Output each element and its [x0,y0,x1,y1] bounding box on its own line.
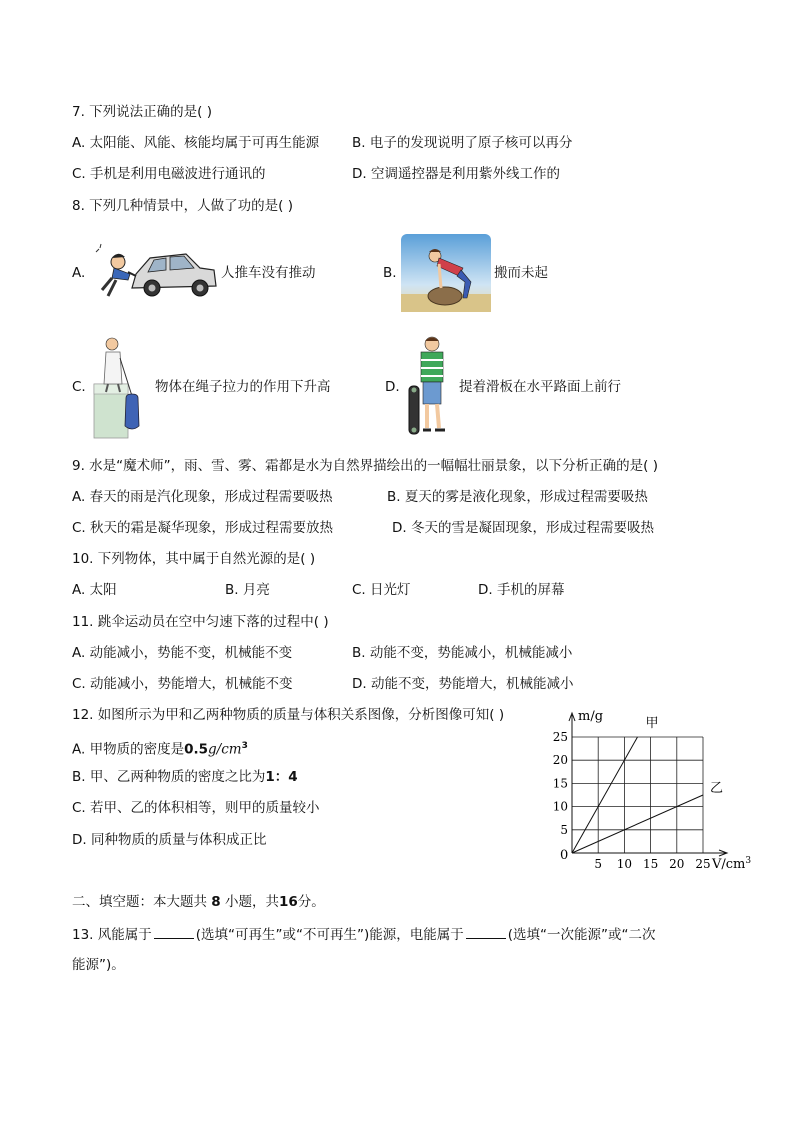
q12-option-a-unit: g/cm [208,741,242,758]
q9-option-a: A. 春天的雨是汽化现象，形成过程需要吸热 [72,489,333,505]
q7-option-d: D. 空调遥控器是利用紫外线工作的 [352,166,560,182]
chart-series-line-1 [572,737,638,853]
chart-origin-label: 0 [560,848,569,863]
q12-option-b [72,767,298,787]
section-2-title-mid: 小题，共 [225,894,279,910]
q12-option-b-ratio: 1：4 [265,769,298,785]
chart-y-tick-label: 15 [552,776,568,791]
chart-series-label-2: 乙 [710,781,724,796]
q8-option-c-letter: C. [72,379,86,395]
q9-option-c: C. 秋天的霜是凝华现象，形成过程需要放热 [72,520,334,536]
q11-option-a: A. 动能减小，势能不变，机械能不变 [72,645,293,661]
chart-x-axis-label [711,856,751,872]
chart-x-tick-label: 15 [642,857,659,871]
q12-stem: 12. 如图所示为甲和乙两种物质的质量与体积关系图像，分析图像可知( ) [72,707,505,723]
q12-option-a [72,736,248,760]
q9-option-d: D. 冬天的雪是凝固现象，形成过程需要吸热 [392,520,654,536]
q7-option-c: C. 手机是利用电磁波进行通讯的 [72,166,266,182]
q13-text-c: (选填“一次能源”或“二次 [507,927,656,943]
q8-option-c-text: 物体在绳子拉力的作用下升高 [155,379,331,395]
q7-option-a: A. 太阳能、风能、核能均属于可再生能源 [72,135,320,151]
q12-option-a-exp: 3 [241,741,248,751]
chart-x-tick-label: 20 [669,857,685,871]
section-2-score: 16 [279,894,298,910]
skateboard-walk-illustration [405,334,457,440]
section-2-title-pre: 二、填空题：本大题共 [72,894,207,910]
q8-option-b-text: 搬而未起 [494,265,548,281]
chart-x-axis-label-sup: 3 [745,856,752,866]
q8-option-a-text: 人推车没有推动 [221,265,316,281]
chart-x-axis-label-text: V/cm [712,857,746,872]
section-2-count: 8 [211,894,221,910]
section-2-title-post: 分。 [297,894,325,910]
push-car-illustration [88,240,220,302]
q12-option-c: C. 若甲、乙的体积相等，则甲的质量较小 [72,800,320,816]
chart-x-tick-label: 5 [594,857,603,871]
q11-option-c: C. 动能减小，势能增大，机械能不变 [72,676,293,692]
section-2-title [72,892,325,912]
chart-y-tick-label: 25 [552,730,568,744]
chart-x-tick-label: 25 [695,857,711,871]
q13-text-a: 13. 风能属于 [72,927,152,943]
chart-ticks [553,730,711,871]
q10-stem: 10. 下列物体，其中属于自然光源的是( ) [72,551,316,567]
chart-y-axis-label: m/g [578,709,604,724]
q9-stem: 9. 水是“魔术师”，雨、雪、雾、霜都是水为自然界描绘出的一幅幅壮丽景象，以下分析正确的是( ) [72,458,658,474]
lift-rock-illustration [401,234,491,312]
q9-option-b: B. 夏天的雾是液化现象，形成过程需要吸热 [387,489,648,505]
q13-blank-2[interactable] [466,924,506,939]
q8-option-a-letter: A. [72,265,86,281]
q12-option-b-prefix: B. 甲、乙两种物质的密度之比为 [72,769,266,785]
q10-option-d: D. 手机的屏幕 [478,582,565,598]
chart-y-tick-label: 5 [560,822,568,837]
q7-stem: 7. 下列说法正确的是( ) [72,104,212,120]
chart-series-line-2 [572,795,703,853]
chart-x-tick-label: 10 [616,857,633,871]
chart-series-label-1: 甲 [645,716,659,731]
chart-y-tick-label: 20 [552,753,568,768]
q13-line-2: 能源”)。 [72,957,125,973]
chart-series [572,716,723,853]
q13-text-b: (选填“可再生”或“不可再生”)能源，电能属于 [195,927,464,943]
mass-volume-chart [530,702,760,874]
q12-option-a-value: 0.5 [184,741,209,758]
q12-option-a-prefix: A. 甲物质的密度是 [72,741,185,758]
q10-option-b: B. 月亮 [225,582,270,598]
chart-y-tick-label: 10 [552,799,568,814]
q8-option-d-text: 提着滑板在水平路面上前行 [459,379,621,395]
q10-option-c: C. 日光灯 [352,582,411,598]
q11-option-b: B. 动能不变，势能减小，机械能减小 [352,645,573,661]
q11-stem: 11. 跳伞运动员在空中匀速下落的过程中( ) [72,614,329,630]
chart-grid [569,713,727,856]
q12-option-d: D. 同种物质的质量与体积成正比 [72,832,267,848]
q11-option-d: D. 动能不变，势能增大，机械能减小 [352,676,574,692]
pulley-lift-illustration [92,334,154,440]
q8-stem: 8. 下列几种情景中，人做了功的是( ) [72,198,293,214]
q8-option-b-letter: B. [383,265,397,281]
q10-option-a: A. 太阳 [72,582,117,598]
q7-option-b: B. 电子的发现说明了原子核可以再分 [352,135,573,151]
q13-line-1 [72,924,656,945]
q13-blank-1[interactable] [154,924,194,939]
q8-option-d-letter: D. [385,379,400,395]
